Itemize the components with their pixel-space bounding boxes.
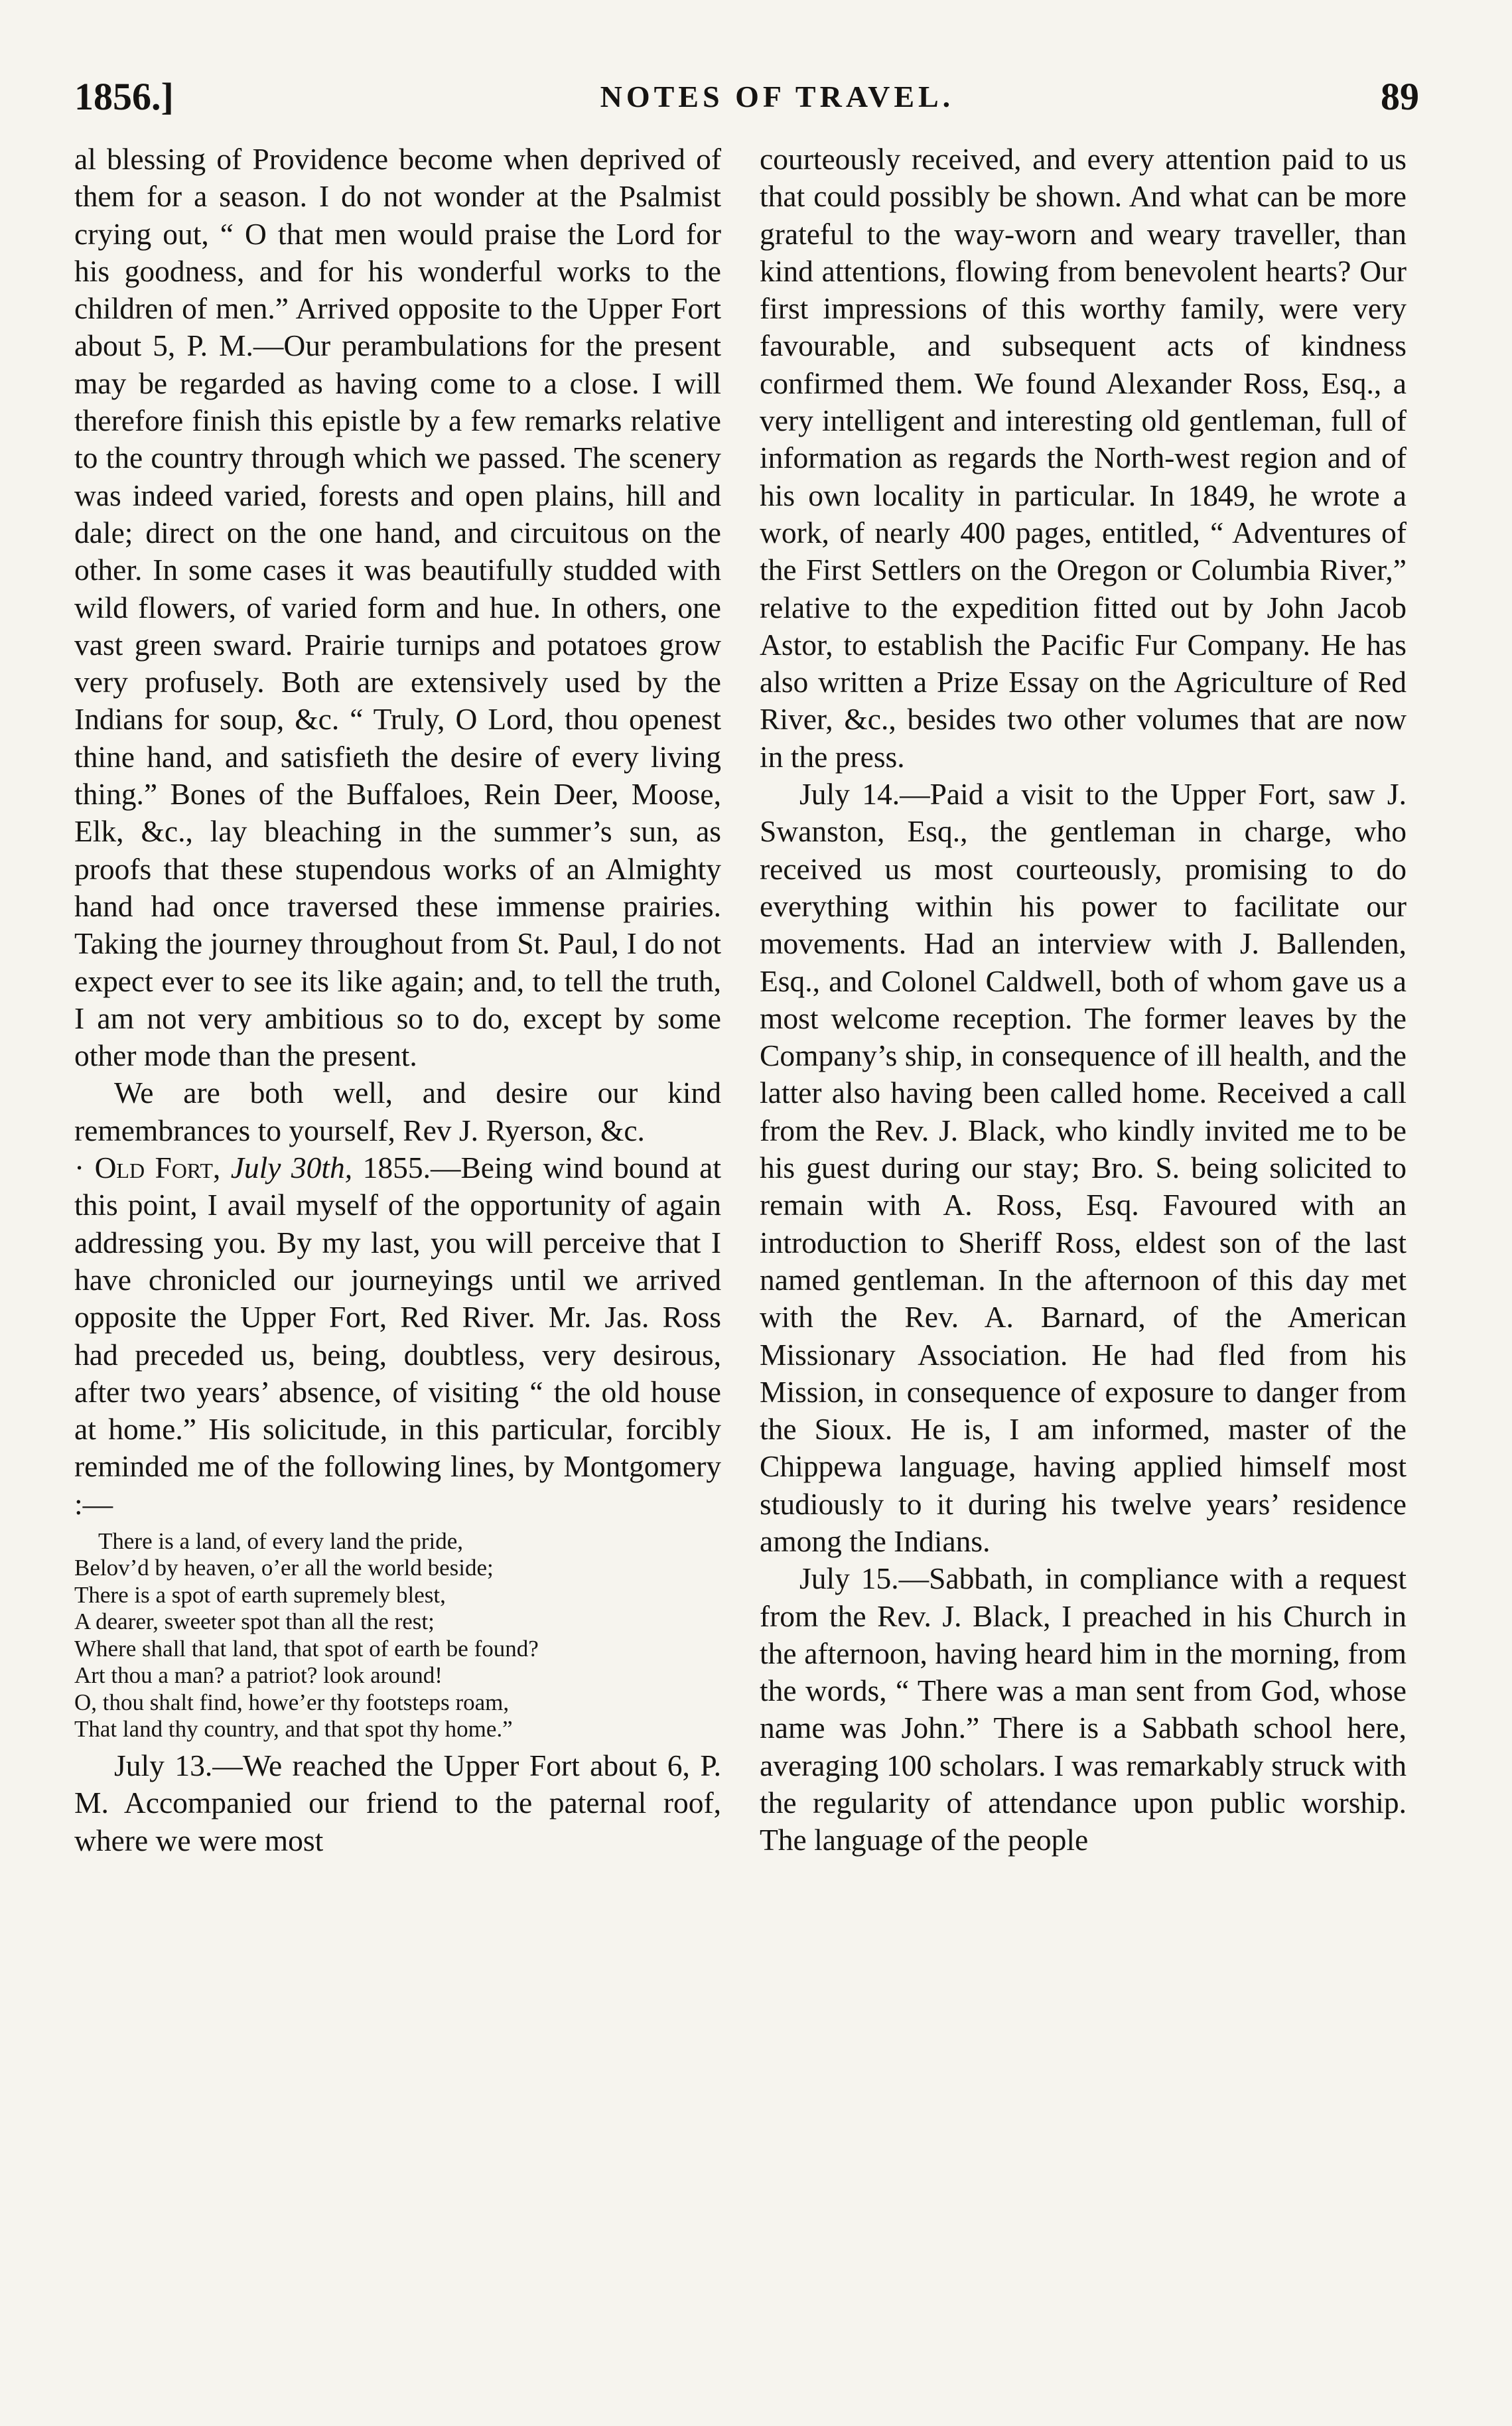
right-paragraph-1: courteously received, and every attention paid to us that could possibly be shown. And what can be more grateful to the way-worn and weary traveller, than kind attentions, flowing from benevolent hearts? Our first impressions of this worthy family, were very favourable, and subsequent acts of kindness confirmed them. We found Alexander Ross, Esq., a very intelligent and interesting old gentleman, full of information as regards the North-west region and of his own locality in particular. In 1849, he wrote a work, of nearly 400 pages, entitled, “ Adventures of the First Settlers on the Oregon or Columbia River,” relative to the expedition fitted out by John Jacob Astor, to establish the Pacific Fur Company. He has also written a Prize Essay on the Agriculture of Red River, &c., besides two other volumes that are now in the press. [760, 142, 1407, 774]
right-paragraph-2: July 14.—Paid a visit to the Upper Fort, saw J. Swanston, Esq., the gentleman in charge, who received us most courteously, promising to do everything within his power to facilitate our movements. Had an interview with J. Ballenden, Esq., and Colonel Caldwell, both of whom gave us a most welcome reception. The former leaves by the Company’s ship, in consequence of ill health, and the latter also having been called home. Received a call from the Rev. J. Black, who kindly invited me to be his guest during our stay; Bro. S. being solicited to remain with A. Ross, Esq. Favoured with an introduction to Sheriff Ross, eldest son of the last named gentleman. In the afternoon of this day met with the Rev. A. Barnard, of the American Missionary Association. He had fled from his Mission, in consequence of exposure to danger from the Sioux. He is, I am informed, master of the Chippewa language, having applied himself most studiously to it during his twelve years’ residence among the Indians. [760, 777, 1407, 1558]
verse-line: That land thy country, and that spot thy home.” [74, 1716, 513, 1743]
right-column [760, 141, 1407, 1859]
dateline-place: · Old Fort, [74, 1151, 221, 1185]
header-title: NOTES OF TRAVEL. [600, 79, 955, 113]
verse-line: A dearer, sweeter spot than all the rest; [74, 1608, 435, 1635]
left-paragraph-2: We are both well, and desire our kind remembrances to yourself, Rev J. Ryerson, &c. [74, 1076, 721, 1147]
verse-line: There is a spot of earth supremely blest, [74, 1581, 446, 1608]
page-number: 89 [1380, 74, 1419, 118]
right-paragraph-3: July 15.—Sabbath, in compliance with a request from the Rev. J. Black, I preached in his Church in the afternoon, having heard him in the morning, from the words, “ There was a man sent from God, whose name was John.” There is a Sabbath school here, averaging 100 scholars. I was remarkably struck with the regularity of attendance upon public worship. The language of the people [760, 1561, 1407, 1857]
verse-line: Where shall that land, that spot of earth be found? [74, 1635, 539, 1662]
verse-line: Art thou a man? a patriot? look around! [74, 1662, 443, 1689]
header-year: 1856.] [74, 74, 174, 118]
left-paragraph-1: al blessing of Providence become when deprived of them for a season. I do not wonder at the Psalmist crying out, “ O that men would praise the Lord for his goodness, and for his wonderful works to the children of men.” Arrived opposite to the Upper Fort about 5, P. M.—Our perambulations for the present may be regarded as having come to a close. I will therefore finish this epistle by a few remarks relative to the country through which we passed. The scenery was indeed varied, forests and open plains, hill and dale; direct on the one hand, and circuitous on the other. In some cases it was beautifully studded with wild flowers, of varied form and hue. In others, one vast green sward. Prairie turnips and potatoes grow very profusely. Both are extensively used by the Indians for soup, &c. “ Truly, O Lord, thou openest thine hand, and satisfieth the desire of every living thing.” Bones of the Buffaloes, Rein Deer, Moose, Elk, &c., lay bleaching in the summer’s sun, as proofs that these stupendous works of an Almighty hand had once traversed these immense prairies. Taking the journey throughout from St. Paul, I do not expect ever to see its like again; and, to tell the truth, I am not very ambitious so to do, except by some other mode than the present. [74, 142, 721, 1073]
verse-line: O, thou shalt find, howe’er thy footsteps roam, [74, 1689, 510, 1715]
running-header [74, 66, 1419, 126]
verse-quotation [74, 1528, 721, 1743]
left-paragraph-4: July 13.—We reached the Upper Fort about 6, P. M. Accompanied our friend to the paternal roof, where we were most [74, 1748, 721, 1857]
verse-line: Belov’d by heaven, o’er all the world beside; [74, 1555, 494, 1581]
dateline-text: 1855.—Being wind bound at this point, I avail myself of the opportunity of again addressing you. By my last, you will perceive that I have chronicled our journeyings until we arrived opposite the Upper Fort, Red River. Mr. Jas. Ross had preceded us, being, doubtless, very desirous, after two years’ absence, of visiting “ the old house at home.” His solicitude, in this particular, forcibly reminded me of the following lines, by Montgomery :— [74, 1151, 721, 1521]
dateline-date: July 30th, [230, 1151, 353, 1185]
left-paragraph-3 [74, 1149, 721, 1523]
verse-line: There is a land, of every land the pride, [98, 1528, 464, 1554]
left-column [74, 141, 721, 1859]
